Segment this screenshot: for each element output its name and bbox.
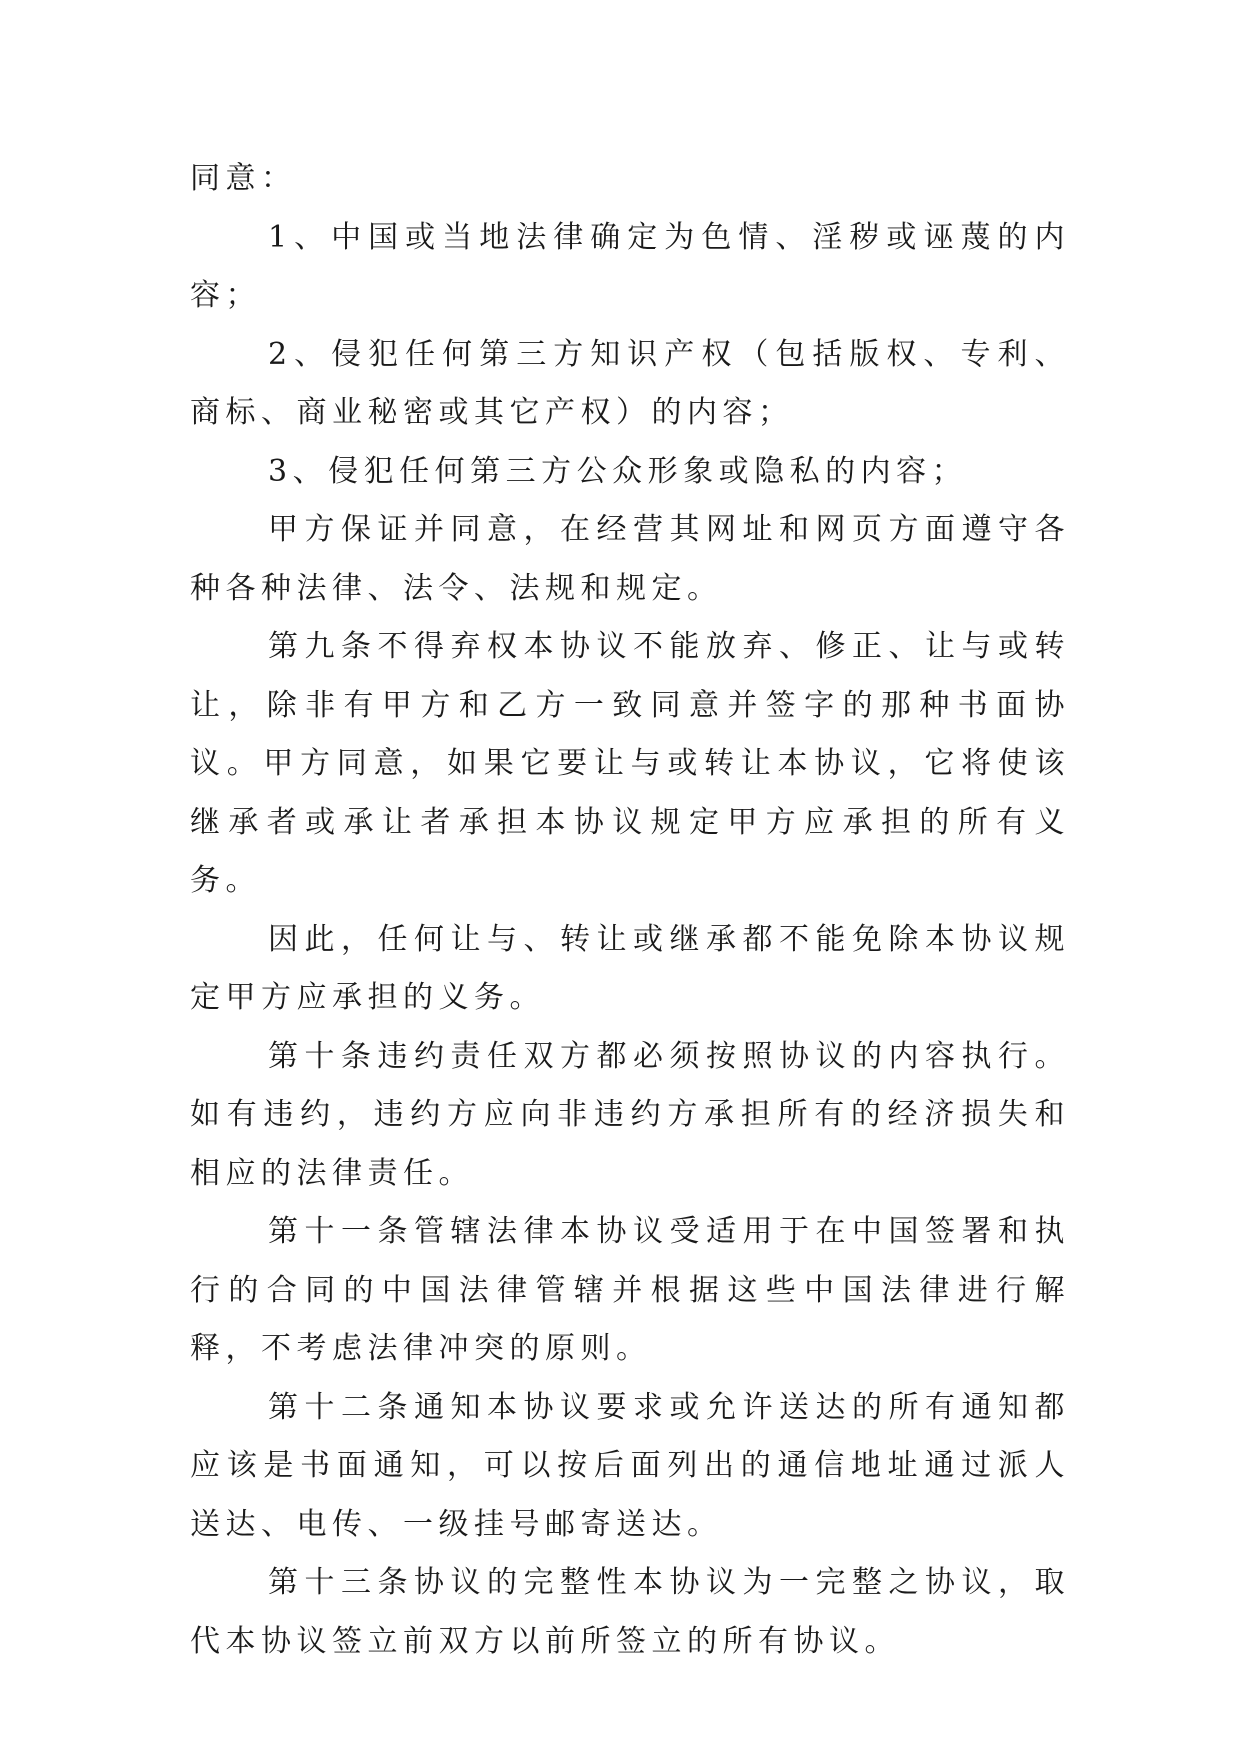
- paragraph-agree: 同意：: [190, 161, 297, 196]
- paragraph-article-13: 第十三条协议的完整性本协议为一完整之协议，取代本协议签立前双方以前所签立的所有协议。: [190, 1565, 1070, 1659]
- paragraph-item-1: 1、中国或当地法律确定为色情、淫秽或诬蔑的内容；: [190, 219, 1070, 313]
- document-body: [190, 150, 1070, 1671]
- paragraph-article-10: 第十条违约责任双方都必须按照协议的内容执行。如有违约，违约方应向非违约方承担所有的经济损失和相应的法律责任。: [190, 1038, 1070, 1191]
- paragraph-compliance: 甲方保证并同意，在经营其网址和网页方面遵守各种各种法律、法令、法规和规定。: [190, 512, 1070, 606]
- paragraph-article-11: 第十一条管辖法律本协议受适用于在中国签署和执行的合同的中国法律管辖并根据这些中国法律进行解释，不考虑法律冲突的原则。: [190, 1214, 1070, 1366]
- paragraph-item-3: 3、侵犯任何第三方公众形象或隐私的内容；: [268, 453, 968, 489]
- paragraph-article-12: 第十二条通知本协议要求或允许送达的所有通知都应该是书面通知，可以按后面列出的通信地址通过派人送达、电传、一级挂号邮寄送达。: [190, 1389, 1070, 1542]
- paragraph-article-9-cont: 因此，任何让与、转让或继承都不能免除本协议规定甲方应承担的义务。: [190, 921, 1070, 1015]
- paragraph-article-9: 第九条不得弃权本协议不能放弃、修正、让与或转让，除非有甲方和乙方一致同意并签字的那种书面协议。甲方同意，如果它要让与或转让本协议，它将使该继承者或承让者承担本协议规定甲方应承担的所有义务。: [190, 629, 1070, 898]
- paragraph-item-2: 2、侵犯任何第三方知识产权（包括版权、专利、商标、商业秘密或其它产权）的内容；: [190, 336, 1070, 430]
